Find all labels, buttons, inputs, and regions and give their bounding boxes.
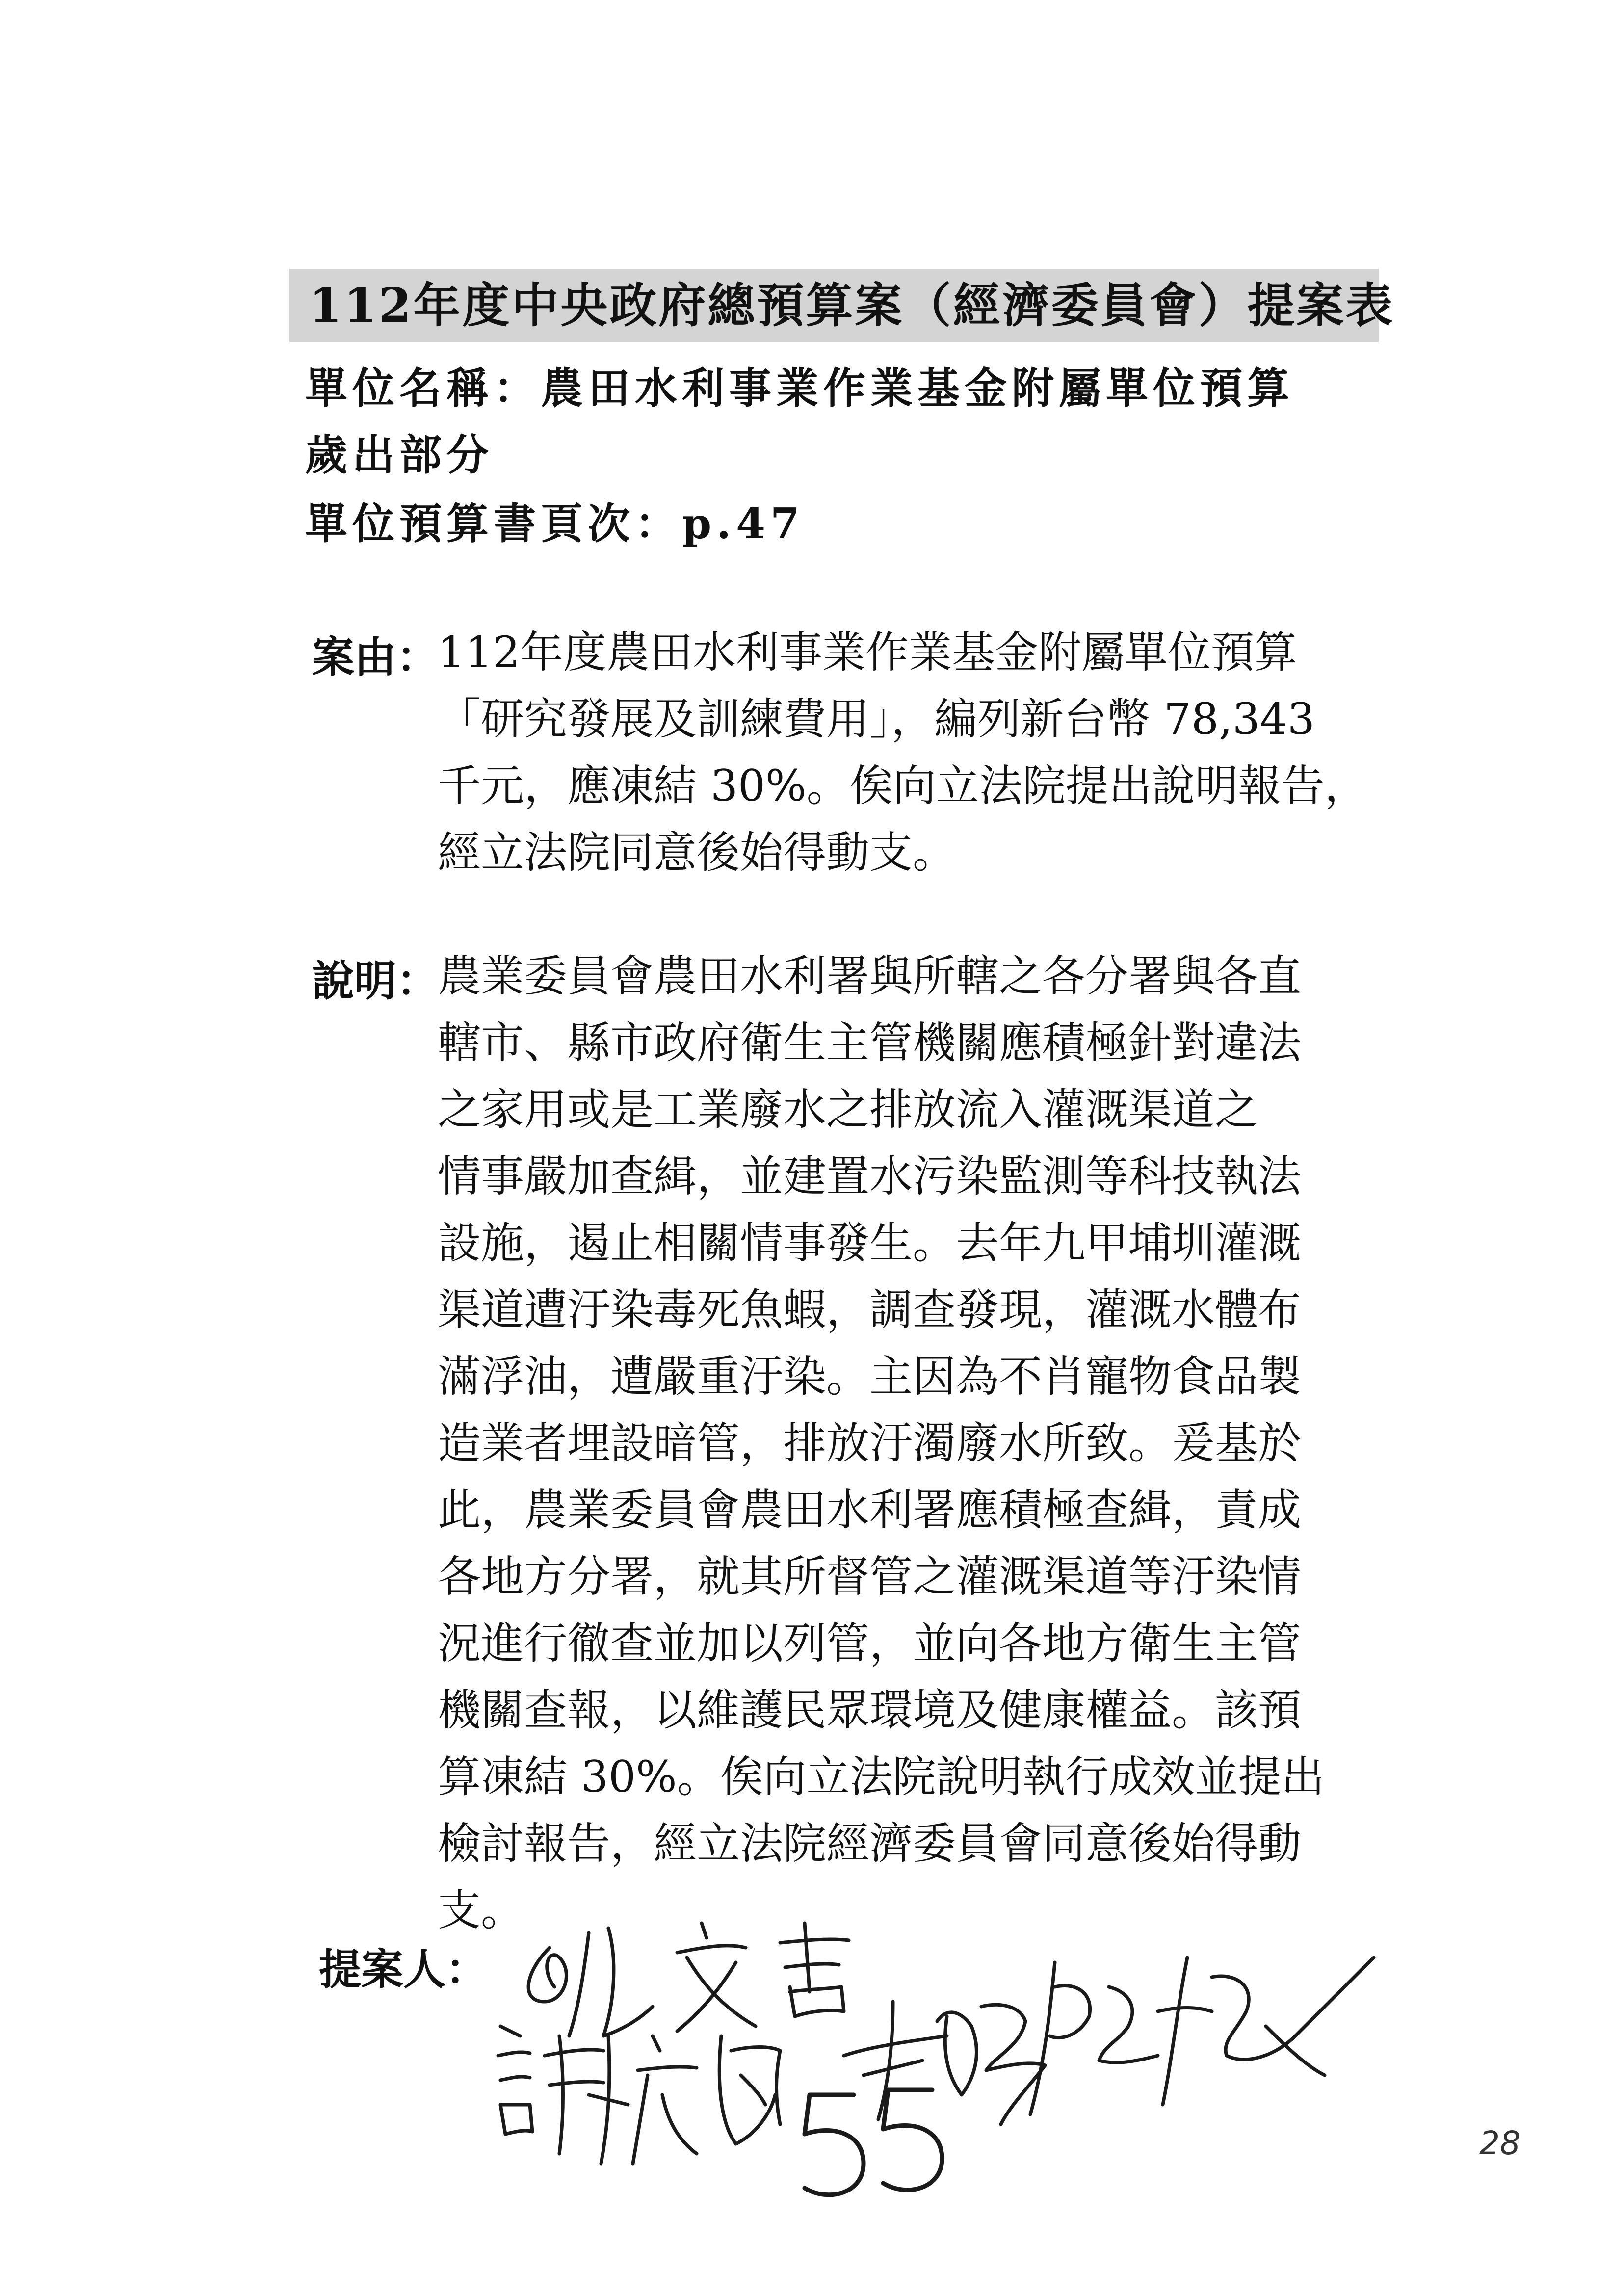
description-line: 農業委員會農田水利署與所轄之各分署與各直 <box>438 951 1302 1001</box>
description-line: 此，農業委員會農田水利署應積極查緝，責成 <box>438 1485 1302 1535</box>
proposer-label: 提案人： <box>319 1945 488 1994</box>
description-line: 之家用或是工業廢水之排放流入灌溉渠道之 <box>438 1084 1258 1135</box>
signature-1 <box>528 1923 849 2036</box>
signature-2 <box>498 2026 780 2164</box>
description-line: 轄市、縣市政府衛生主管機關應積極針對違法 <box>438 1018 1302 1068</box>
description-line: 設施，遏止相關情事發生。去年九甲埔圳灌溉 <box>438 1218 1302 1268</box>
reason-line: 112年度農田水利事業作業基金附屬單位預算 <box>438 627 1297 678</box>
reason-text <box>438 619 1368 886</box>
description-label: 說明： <box>312 956 439 1006</box>
unit-name: 單位名稱：農田水利事業作業基金附屬單位預算 <box>305 364 1294 413</box>
section-label: 歲出部分 <box>305 430 494 480</box>
signature-3 <box>844 1957 1374 2124</box>
description-line: 造業者埋設暗管，排放汙濁廢水所致。爰基於 <box>438 1418 1302 1468</box>
description-line: 滿浮油，遭嚴重汙染。主因為不肖寵物食品製 <box>438 1351 1302 1402</box>
signature-number <box>805 2090 942 2195</box>
document-title: 112年度中央政府總預算案（經濟委員會）提案表 <box>289 269 1379 342</box>
handwritten-signatures <box>491 1889 1570 2281</box>
description-line: 況進行徹查並加以列管，並向各地方衛生主管 <box>438 1618 1302 1669</box>
reason-line: 「研究發展及訓練費用」，編列新台幣 78,343 <box>438 694 1315 744</box>
page-number-text: 28 <box>1479 2124 1520 2162</box>
budget-page-ref: 單位預算書頁次：p.47 <box>305 499 805 548</box>
page-number <box>1479 2124 1520 2162</box>
description-line: 機關查報，以維護民眾環境及健康權益。該預 <box>438 1685 1302 1735</box>
reason-label: 案由： <box>312 632 439 682</box>
description-line: 各地方分署，就其所督管之灌溉渠道等汙染情 <box>438 1551 1302 1602</box>
description-line: 支。 <box>438 1885 524 1935</box>
reason-line: 經立法院同意後始得動支。 <box>438 827 956 878</box>
description-line: 算凍結 30%。俟向立法院說明執行成效並提出 <box>438 1751 1325 1802</box>
description-line: 檢討報告，經立法院經濟委員會同意後始得動 <box>438 1818 1302 1869</box>
description-line: 情事嚴加查緝，並建置水污染監測等科技執法 <box>438 1151 1302 1201</box>
reason-line: 千元，應凍結 30%。俟向立法院提出說明報告， <box>438 760 1368 811</box>
description-line: 渠道遭汙染毒死魚蝦，調查發現，灌溉水體布 <box>438 1284 1302 1335</box>
description-text <box>438 943 1325 1944</box>
